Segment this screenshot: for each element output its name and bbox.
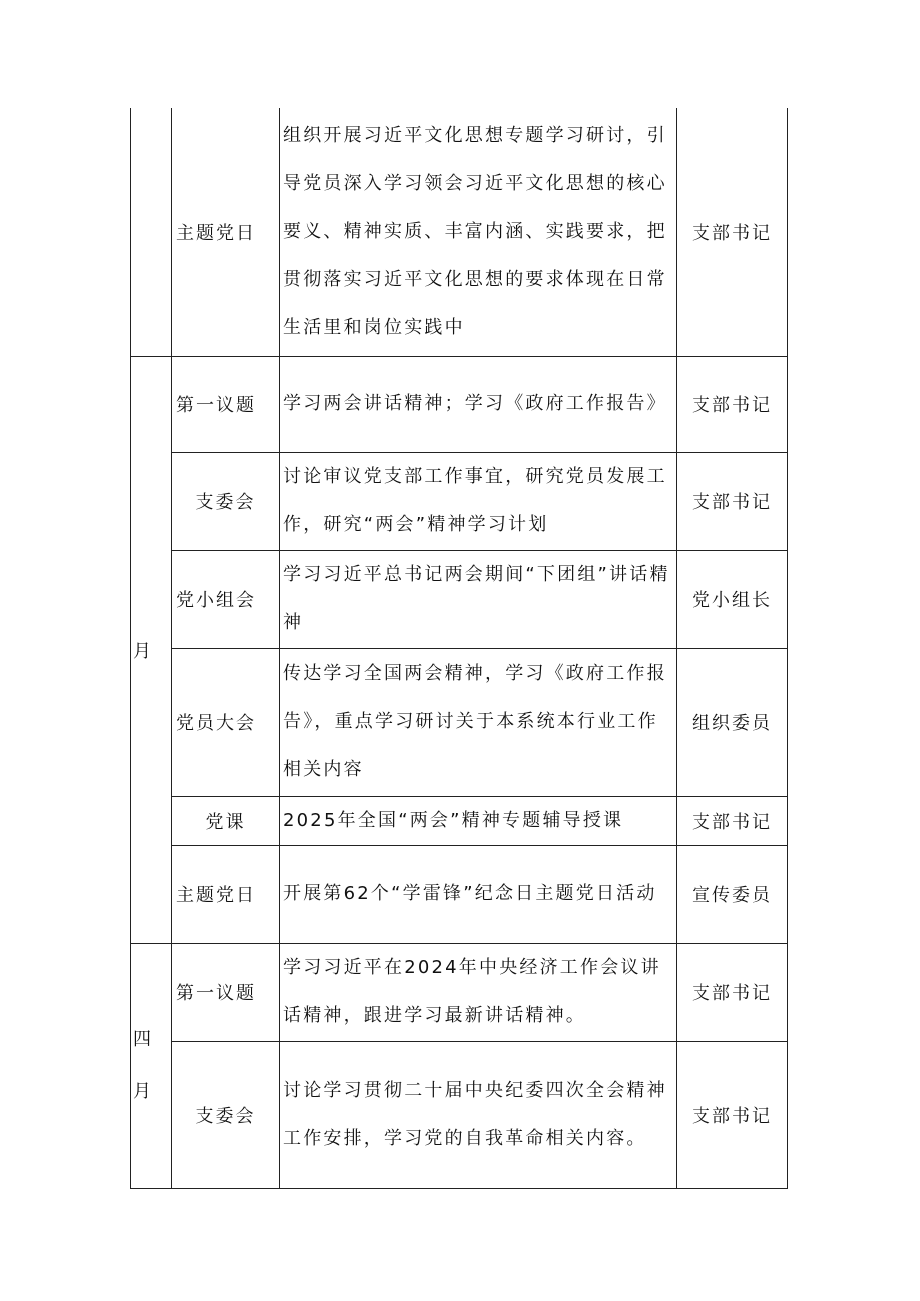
activity-type: 主题党日	[176, 222, 256, 244]
owner-cell	[677, 356, 788, 452]
table-row	[131, 1041, 788, 1188]
activity-content: 讨论审议党支部工作事宜，研究党员发展工作，研究“两会”精神学习计划	[283, 466, 667, 535]
month-cell-april	[131, 943, 172, 1188]
month-label-part: 月	[133, 1080, 151, 1102]
activity-type: 党小组会	[176, 590, 256, 611]
activity-type-cell	[172, 108, 280, 356]
table-row	[131, 550, 788, 648]
activity-content-cell	[280, 452, 677, 550]
table-row	[131, 108, 788, 356]
owner-cell	[677, 648, 788, 796]
activity-content: 组织开展习近平文化思想专题学习研讨，引导党员深入学习领会习近平文化思想的核心要义、精神实质、丰富内涵、实践要求，把贯彻落实习近平文化思想的要求体现在日常生活里和岗位实践中	[283, 124, 667, 338]
table-row	[131, 796, 788, 845]
table-row	[131, 356, 788, 452]
owner: 支部书记	[692, 395, 772, 416]
activity-type-cell	[172, 1041, 280, 1188]
activity-content: 2025年全国“两会”精神专题辅导授课	[283, 809, 624, 831]
table-row	[131, 943, 788, 1041]
owner-cell	[677, 943, 788, 1041]
owner: 宣传委员	[692, 885, 772, 906]
owner: 支部书记	[692, 492, 772, 513]
owner: 党小组长	[692, 590, 772, 611]
activity-type-cell	[172, 796, 280, 845]
activity-type-cell	[172, 845, 280, 943]
table-row	[131, 452, 788, 550]
activity-content: 讨论学习贯彻二十届中央纪委四次全会精神工作安排，学习党的自我革命相关内容。	[283, 1079, 667, 1149]
owner: 支部书记	[692, 222, 772, 244]
owner-cell	[677, 796, 788, 845]
activity-content-cell	[280, 1041, 677, 1188]
work-plan-table	[130, 108, 788, 1189]
owner-cell	[677, 845, 788, 943]
activity-type: 支委会	[195, 1105, 256, 1127]
month-label: 月	[133, 640, 151, 662]
activity-type: 第一议题	[176, 983, 256, 1004]
activity-content-cell	[280, 550, 677, 648]
activity-type-cell	[172, 648, 280, 796]
owner-cell	[677, 1041, 788, 1188]
month-cell-march	[131, 356, 172, 943]
activity-type: 党课	[205, 811, 246, 833]
activity-content-cell	[280, 356, 677, 452]
activity-content: 学习习近平总书记两会期间“下团组”讲话精神	[283, 564, 670, 633]
owner: 支部书记	[692, 1105, 772, 1127]
owner: 支部书记	[692, 983, 772, 1004]
owner-cell	[677, 452, 788, 550]
owner: 支部书记	[692, 811, 772, 833]
activity-type: 第一议题	[176, 395, 256, 416]
activity-type: 主题党日	[176, 885, 256, 906]
activity-content-cell	[280, 648, 677, 796]
activity-content: 传达学习全国两会精神，学习《政府工作报告》，重点学习研讨关于本系统本行业工作相关内容	[283, 663, 667, 780]
activity-content: 学习习近平在2024年中央经济工作会议讲话精神，跟进学习最新讲话精神。	[283, 957, 661, 1026]
owner-cell	[677, 108, 788, 356]
activity-type-cell	[172, 550, 280, 648]
activity-content-cell	[280, 796, 677, 845]
month-cell-continued	[131, 108, 172, 356]
table-row	[131, 648, 788, 796]
activity-content-cell	[280, 845, 677, 943]
activity-content: 学习两会讲话精神；学习《政府工作报告》	[283, 393, 667, 414]
activity-type-cell	[172, 452, 280, 550]
table-row	[131, 845, 788, 943]
activity-type-cell	[172, 943, 280, 1041]
activity-content-cell	[280, 943, 677, 1041]
activity-type-cell	[172, 356, 280, 452]
activity-content: 开展第62个“学雷锋”纪念日主题党日活动	[283, 883, 657, 904]
activity-type: 党员大会	[176, 713, 256, 734]
month-label-part: 四	[133, 1028, 151, 1050]
owner: 组织委员	[692, 713, 772, 734]
owner-cell	[677, 550, 788, 648]
activity-content-cell	[280, 108, 677, 356]
activity-type: 支委会	[195, 492, 256, 513]
